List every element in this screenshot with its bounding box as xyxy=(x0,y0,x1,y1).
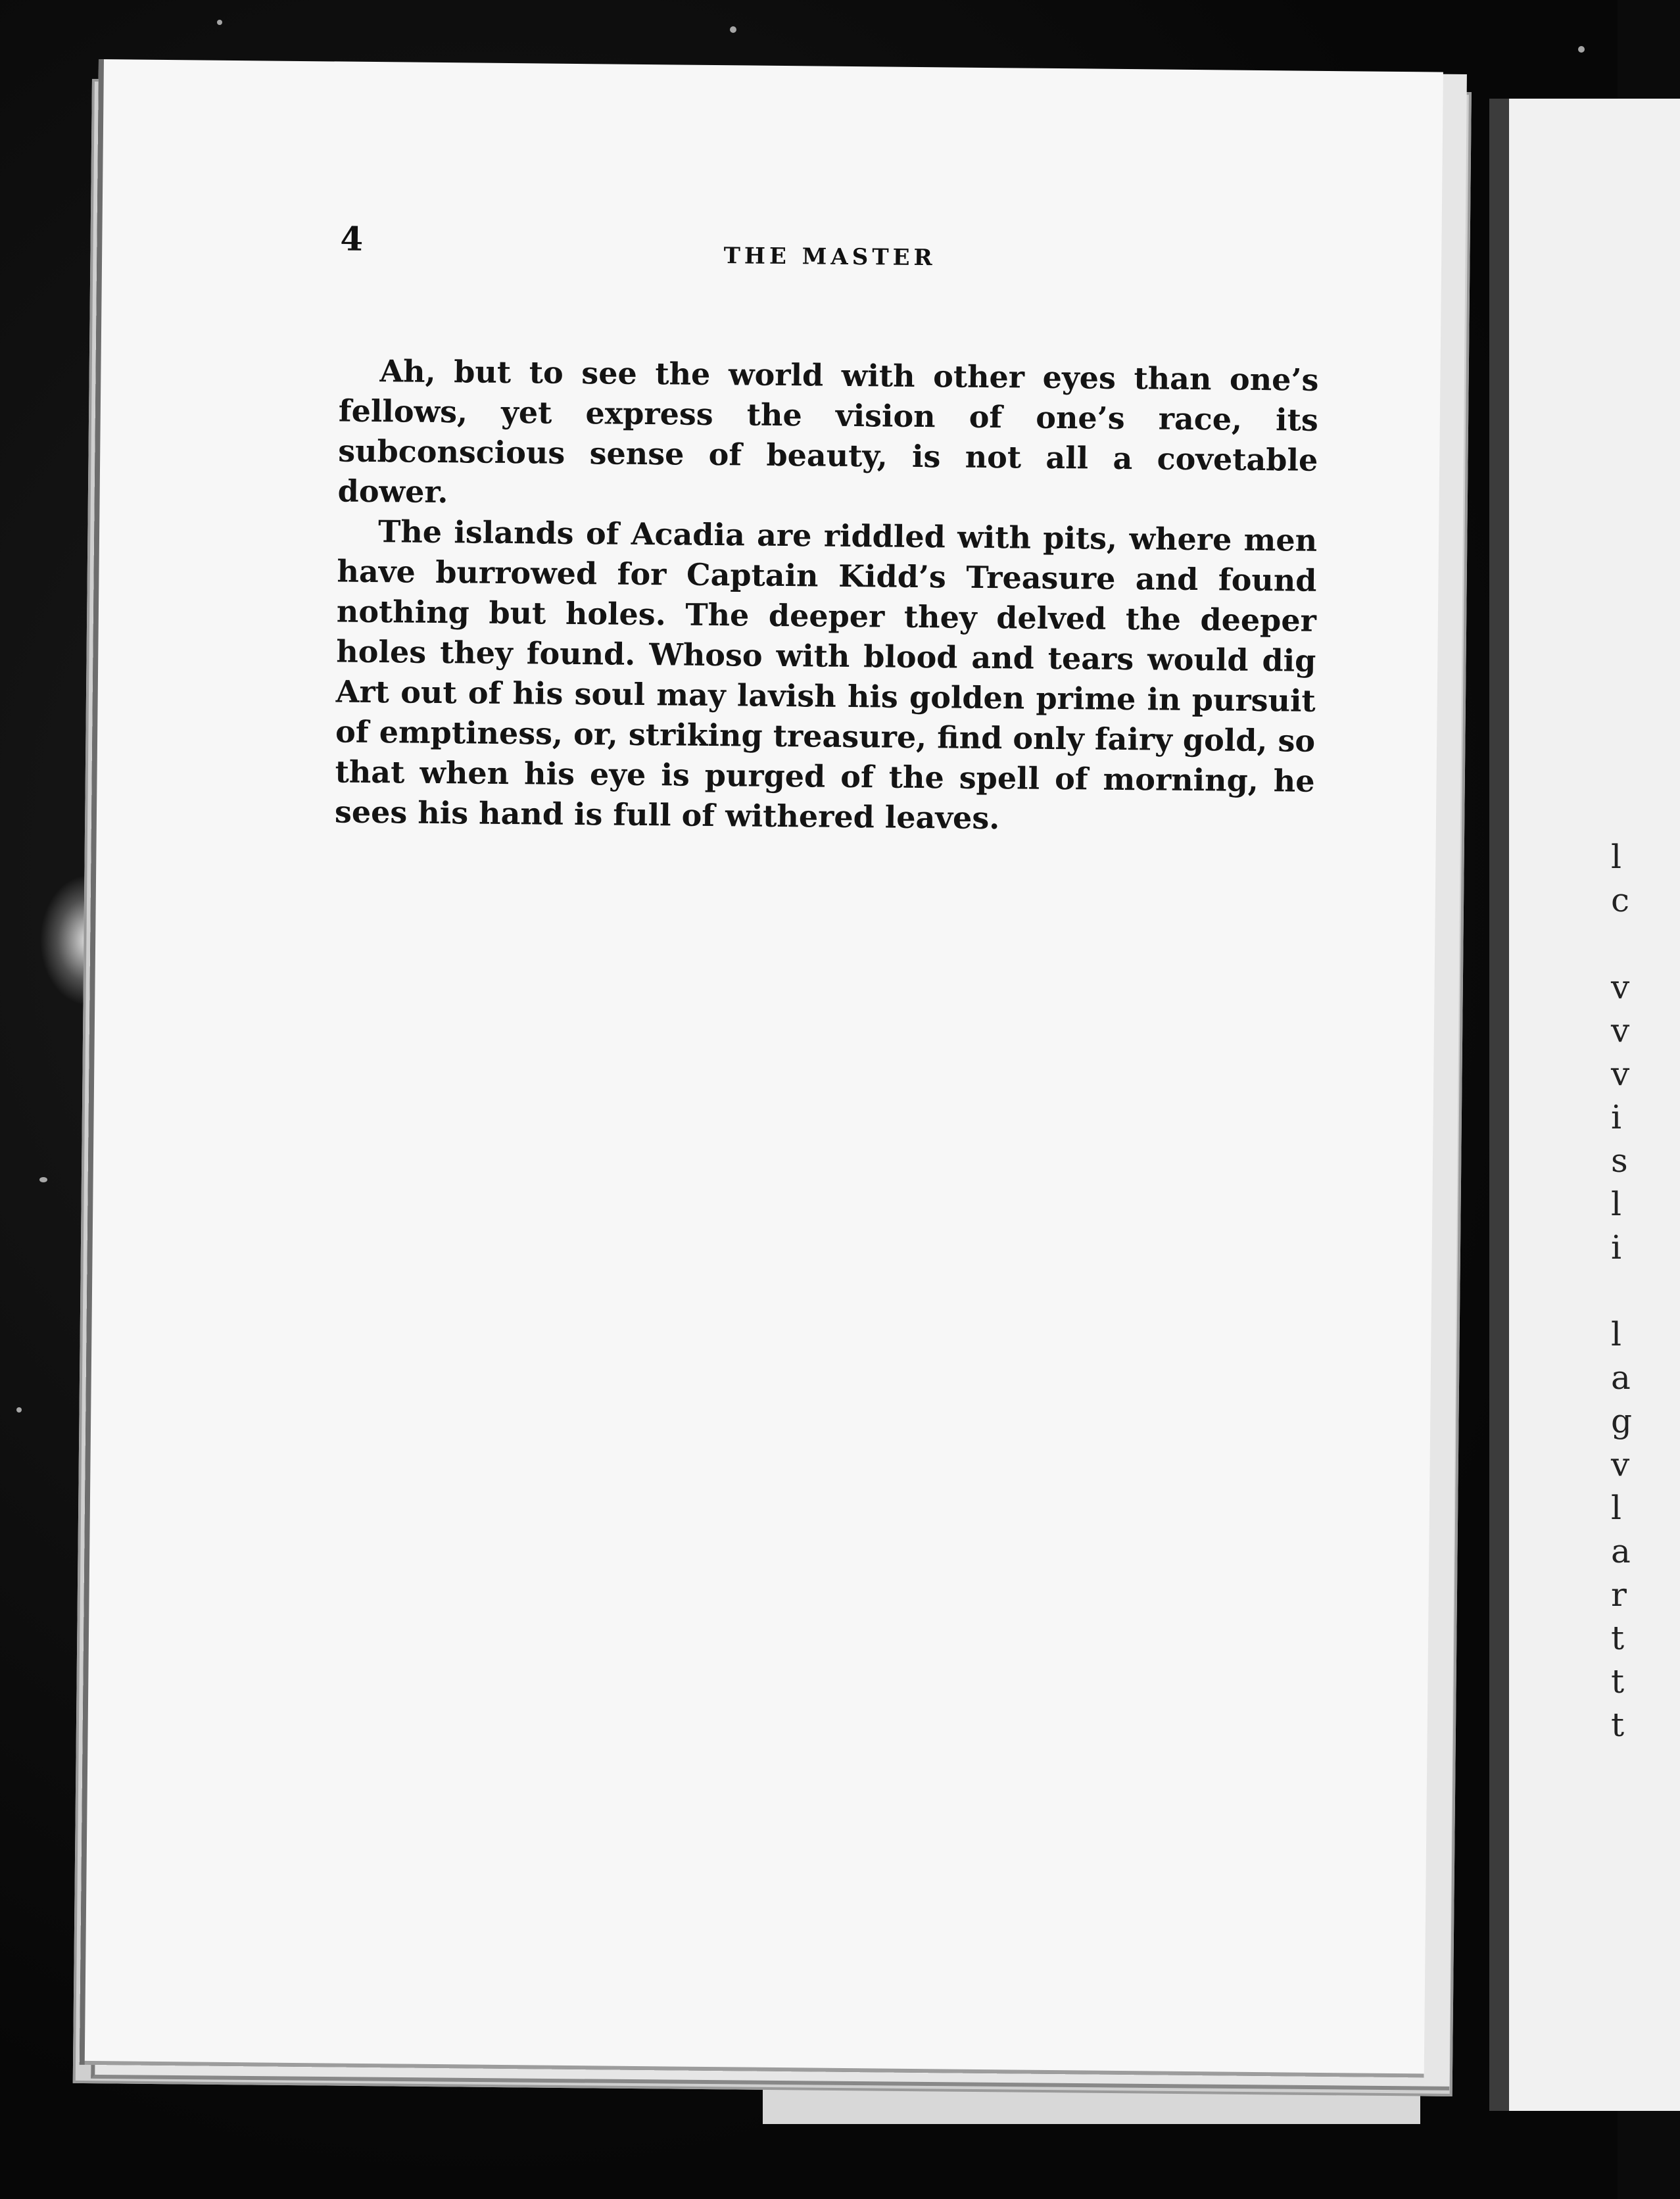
facing-page-letters: l c v v v i s l i l a g v l a r t t t xyxy=(1611,838,1633,1744)
paragraph: Ah, but to see the world with other eyes than one’s fellows, yet express the vision of one’s race, its subconscious sense of beauty, is not all a covetable dower. xyxy=(337,353,1319,510)
dust-speck xyxy=(217,20,222,25)
paragraph: The islands of Acadia are riddled with pits, where men have burrowed for Captain Kidd’s Treasure and found nothing but holes. The deeper they delved the deeper holes they found. Whoso with blood and tears would dig Art out of his soul may lavish his golden prime in pursuit of emptiness, or, striking treasure, find only fairy gold, so that when his eye is purged of the spell of morning, he sees his hand is full of withered leaves. xyxy=(334,514,1318,836)
dust-speck xyxy=(16,1407,22,1413)
dust-speck xyxy=(39,1177,47,1182)
page-number: 4 xyxy=(340,219,364,258)
book-page xyxy=(80,59,1443,2077)
facing-page-edge xyxy=(1489,99,1680,2111)
page-content xyxy=(334,219,1320,836)
dust-speck xyxy=(730,26,736,33)
running-head: THE MASTER xyxy=(723,243,936,272)
dust-speck xyxy=(1578,46,1585,53)
body-text xyxy=(335,351,1319,842)
